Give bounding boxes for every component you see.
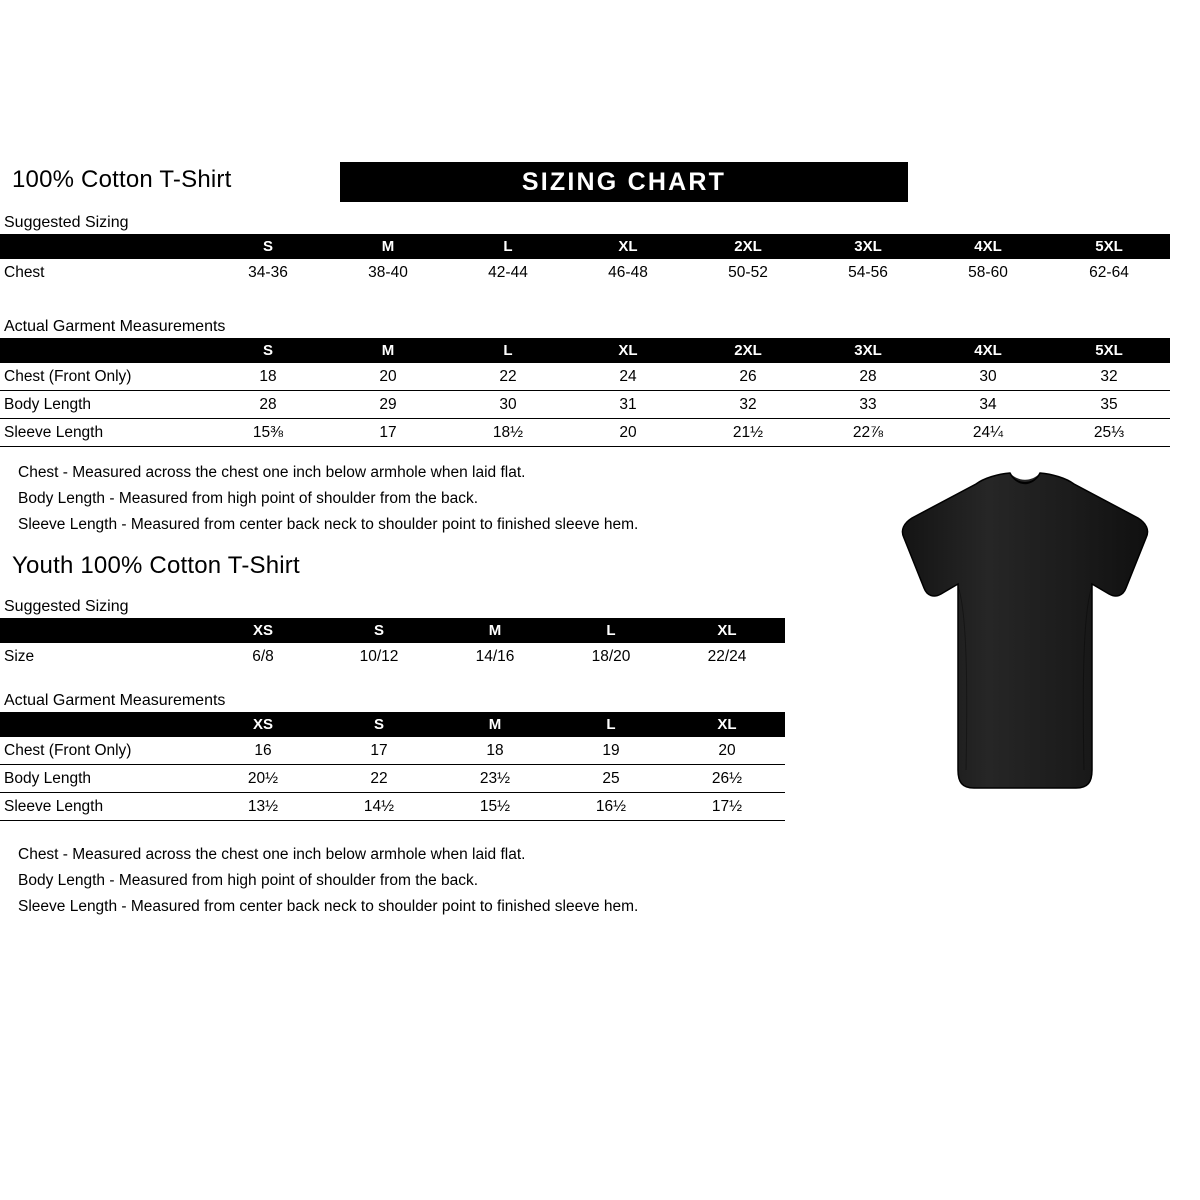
row-label: Chest: [4, 263, 45, 281]
youth-actual-measurements-label: Actual Garment Measurements: [4, 692, 226, 709]
note-line: Chest - Measured across the chest one inch below armhole when laid flat.: [18, 464, 526, 481]
table-row: [0, 419, 1170, 447]
youth-suggested-sizing-table: [0, 618, 785, 670]
col-header: L: [553, 712, 669, 737]
col-header: XS: [205, 712, 321, 737]
table-row: [0, 793, 785, 821]
note-line: Chest - Measured across the chest one inch below armhole when laid flat.: [18, 846, 526, 863]
table-row: [0, 391, 1170, 419]
col-header: 3XL: [808, 338, 928, 363]
table-header-row: [0, 712, 785, 737]
table-row: [0, 737, 785, 765]
row-label: Body Length: [4, 395, 92, 413]
cell: 38-40: [368, 263, 408, 281]
cell: 25: [602, 769, 620, 787]
cell: 29: [379, 395, 397, 413]
table-row: [0, 643, 785, 670]
sizing-chart-banner: SIZING CHART: [340, 162, 908, 202]
cell: 26: [739, 367, 757, 385]
table-row: [0, 259, 1170, 286]
col-header: 5XL: [1048, 234, 1170, 259]
cell: 20: [379, 367, 397, 385]
col-header: [0, 618, 205, 643]
cell: 32: [739, 395, 757, 413]
cell: 15⅜: [252, 423, 284, 441]
youth-suggested-sizing-label: Suggested Sizing: [4, 598, 129, 615]
adult-measurement-notes: [18, 460, 638, 538]
col-header: XS: [205, 618, 321, 643]
col-header: [0, 234, 208, 259]
black-tshirt-icon: [880, 470, 1170, 810]
note-line: Body Length - Measured from high point of shoulder from the back.: [18, 490, 479, 507]
cell: 46-48: [608, 263, 648, 281]
cell: 15½: [479, 797, 511, 815]
row-label: Body Length: [4, 769, 92, 787]
cell: 22: [370, 769, 388, 787]
col-header: S: [208, 234, 328, 259]
cell: 26½: [711, 769, 743, 787]
cell: 21½: [732, 423, 764, 441]
cell: 14/16: [475, 647, 515, 665]
row-label: Sleeve Length: [4, 797, 104, 815]
cell: 24: [619, 367, 637, 385]
col-header: S: [321, 712, 437, 737]
table-header-row: [0, 618, 785, 643]
cell: 6/8: [252, 647, 274, 665]
col-header: S: [208, 338, 328, 363]
adult-suggested-sizing-table: [0, 234, 1170, 286]
cell: 22⅞: [852, 423, 884, 441]
col-header: M: [437, 712, 553, 737]
cell: 18/20: [591, 647, 631, 665]
cell: 54-56: [848, 263, 888, 281]
cell: 19: [602, 741, 620, 759]
cell: 18: [259, 367, 277, 385]
note-line: Sleeve Length - Measured from center back neck to shoulder point to finished sleeve hem.: [18, 516, 639, 533]
cell: 22: [499, 367, 517, 385]
adult-section-title: 100% Cotton T-Shirt: [12, 166, 232, 193]
row-label: Chest (Front Only): [4, 741, 132, 759]
col-header: XL: [568, 234, 688, 259]
note-line: Sleeve Length - Measured from center back neck to shoulder point to finished sleeve hem.: [18, 898, 639, 915]
row-label: Sleeve Length: [4, 423, 104, 441]
cell: 20½: [247, 769, 279, 787]
cell: 17½: [711, 797, 743, 815]
note-line: Body Length - Measured from high point of shoulder from the back.: [18, 872, 479, 889]
cell: 17: [379, 423, 397, 441]
col-header: M: [328, 234, 448, 259]
cell: 34-36: [248, 263, 288, 281]
cell: 62-64: [1089, 263, 1129, 281]
col-header: XL: [568, 338, 688, 363]
col-header: 4XL: [928, 234, 1048, 259]
table-row: [0, 765, 785, 793]
cell: 20: [619, 423, 637, 441]
cell: 34: [979, 395, 997, 413]
cell: 16: [254, 741, 272, 759]
col-header: M: [437, 618, 553, 643]
cell: 31: [619, 395, 637, 413]
cell: 20: [718, 741, 736, 759]
col-header: M: [328, 338, 448, 363]
row-label: Size: [4, 647, 35, 665]
row-label: Chest (Front Only): [4, 367, 132, 385]
col-header: XL: [669, 712, 785, 737]
adult-suggested-sizing-label: Suggested Sizing: [4, 214, 129, 231]
adult-actual-measurements-label: Actual Garment Measurements: [4, 318, 226, 335]
col-header: 5XL: [1048, 338, 1170, 363]
col-header: 2XL: [688, 234, 808, 259]
cell: 28: [259, 395, 277, 413]
youth-section-title: Youth 100% Cotton T-Shirt: [12, 552, 300, 579]
cell: 18: [486, 741, 504, 759]
youth-measurement-notes: [18, 842, 638, 920]
table-header-row: [0, 338, 1170, 363]
cell: 14½: [363, 797, 395, 815]
col-header: [0, 712, 205, 737]
adult-actual-measurements-table: [0, 338, 1170, 447]
col-header: XL: [669, 618, 785, 643]
table-header-row: [0, 234, 1170, 259]
col-header: 3XL: [808, 234, 928, 259]
cell: 30: [979, 367, 997, 385]
cell: 25⅓: [1093, 423, 1125, 441]
col-header: [0, 338, 208, 363]
col-header: L: [448, 234, 568, 259]
cell: 13½: [247, 797, 279, 815]
cell: 33: [859, 395, 877, 413]
col-header: S: [321, 618, 437, 643]
cell: 23½: [479, 769, 511, 787]
youth-actual-measurements-table: [0, 712, 785, 821]
cell: 17: [370, 741, 388, 759]
cell: 24¼: [972, 423, 1004, 441]
cell: 10/12: [359, 647, 399, 665]
cell: 18½: [492, 423, 524, 441]
cell: 42-44: [488, 263, 528, 281]
cell: 28: [859, 367, 877, 385]
col-header: L: [448, 338, 568, 363]
cell: 16½: [595, 797, 627, 815]
col-header: L: [553, 618, 669, 643]
cell: 35: [1100, 395, 1118, 413]
cell: 50-52: [728, 263, 768, 281]
table-row: [0, 363, 1170, 391]
cell: 22/24: [707, 647, 747, 665]
col-header: 4XL: [928, 338, 1048, 363]
cell: 30: [499, 395, 517, 413]
col-header: 2XL: [688, 338, 808, 363]
cell: 58-60: [968, 263, 1008, 281]
cell: 32: [1100, 367, 1118, 385]
tshirt-illustration: [880, 470, 1170, 810]
